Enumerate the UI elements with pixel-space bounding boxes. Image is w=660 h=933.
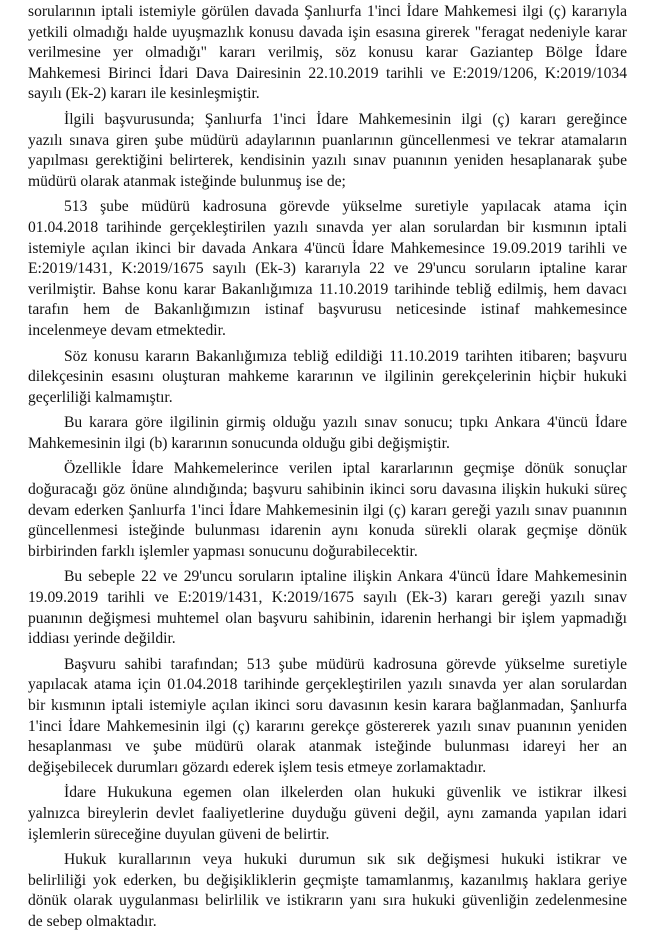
- text-line: yapılacak atama için 01.04.2018 tarihinde gerçekleştirilen yazılı sınavda yer alan sorulardan: [28, 676, 627, 694]
- paragraph: [28, 850, 627, 932]
- paragraph: [28, 783, 627, 845]
- text-line: Başvuru sahibi tarafından; 513 şube müdürü kadrosuna görevde yükselme suretiyle: [64, 655, 627, 673]
- text-line: Söz konusu kararın Bakanlığımıza tebliğ edildiği 11.10.2019 tarihten itibaren; başvuru: [64, 347, 627, 365]
- paragraph: [28, 413, 627, 454]
- text-line: dilekçesinin esasını oluşturan mahkeme kararının ve ilgilinin gerekçelerinin hiçbir hukuki: [28, 368, 627, 386]
- paragraph: [28, 459, 627, 562]
- text-line: de sebep olmaktadır.: [28, 912, 157, 930]
- text-line: yetkili olmadığı halde uyuşmazlık konusu davada işin esasına girerek "feragat nedeniyle karar: [28, 23, 627, 41]
- text-line: müdürü olarak atanmak isteğinde bulunmuş ise de;: [28, 172, 346, 190]
- text-line: Özellikle İdare Mahkemelerince verilen iptal kararlarının geçmişe dönük sonuçlar: [64, 460, 627, 478]
- text-line: Bu sebeple 22 ve 29'uncu soruların iptaline ilişkin Ankara 4'üncü İdare Mahkemesinin: [64, 568, 627, 586]
- text-line: doğuracağı göz önüne alındığında; başvuru sahibinin ikinci soru davasına ilişkin hukuki süreç: [28, 481, 627, 499]
- text-line: Mahkemesi Birinci İdari Dava Dairesinin 22.10.2019 tarihli ve E:2019/1206, K:2019/1034: [28, 64, 627, 82]
- text-line: geçerliliği kalmamıştır.: [28, 388, 173, 406]
- text-line: sayılı (Ek-2) kararı ile kesinleşmiştir.: [28, 85, 260, 103]
- text-line: Hukuk kurallarının veya hukuki durumun sık sık değişmesi hukuki istikrar ve: [64, 851, 627, 869]
- text-line: verilmesine yer olmadığı" kararı verilmiş, söz konusu karar Gaziantep Bölge İdare: [28, 44, 627, 62]
- text-line: istemiyle açılan ikinci bir davada Ankara 4'üncü İdare Mahkemesince 19.09.2019 tarihli ve: [28, 239, 627, 257]
- paragraph: [28, 2, 627, 105]
- paragraph: [28, 110, 627, 192]
- text-line: Bu karara göre ilgilinin girmiş olduğu yazılı sınav sonucu; tıpkı Ankara 4'üncü İdare: [64, 414, 627, 432]
- text-line: Mahkemesinin ilgi (b) kararının sonucunda olduğu gibi değişmiştir.: [28, 434, 450, 452]
- text-line: İlgili başvurusunda; Şanlıurfa 1'inci İdare Mahkemesinin ilgi (ç) kararı gereğince: [64, 110, 627, 128]
- text-line: devam ederken Şanlıurfa 1'inci İdare Mahkemesinin ilgi (ç) kararı gereği yazılı sınav puanının: [28, 501, 627, 519]
- text-line: 19.09.2019 tarihli ve E:2019/1431, K:2019/1675 sayılı (Ek-3) kararı gereği yazılı sınav: [28, 589, 627, 607]
- text-line: birbirinden farklı işlemler yapması sonucunu doğurabilecektir.: [28, 542, 418, 560]
- text-line: yalnızca bireylerin devlet faaliyetlerine duyduğu güveni değil, aynı zamanda yapılan idari: [28, 804, 627, 822]
- text-line: İdare Hukukuna egemen olan ilkelerden olan hukuki güvenlik ve istikrar ilkesi: [64, 784, 627, 802]
- paragraph: [28, 347, 627, 409]
- text-line: incelenmeye devam etmektedir.: [28, 321, 226, 339]
- paragraph: [28, 567, 627, 649]
- text-line: yazılı sınava giren şube müdürü adaylarının puanlarının güncellenmesi ve tekrar atamaların: [28, 131, 627, 149]
- text-line: belirliliği yok ederken, bu değişikliklerin geçmişte tamamlanmış, kazanılmış haklara geriye: [28, 871, 627, 889]
- text-line: tarafın hem de Bakanlığımızın istinaf başvurusu neticesinde istinaf mahkemesince: [28, 301, 627, 319]
- text-line: E:2019/1431, K:2019/1675 sayılı (Ek-3) kararıyla 22 ve 29'uncu soruların iptaline karar: [28, 260, 627, 278]
- text-line: 513 şube müdürü kadrosuna görevde yükselme suretiyle yapılacak atama için: [64, 198, 627, 216]
- text-line: dönük olarak uygulanması belirlilik ve istikrarın yanı sıra hukuki güvenliğin zedelenmesine: [28, 892, 627, 910]
- text-line: yapılması gerektiğini belirterek, kendisinin yazılı sınav puanının yeniden hesaplanarak şube: [28, 152, 627, 170]
- text-line: 1'inci İdare Mahkemesinin ilgi (ç) kararını gerekçe göstererek yazılı sınav puanının yeniden: [28, 717, 627, 735]
- text-line: değişebilecek durumları gözardı ederek işlem tesis etmeye zorlamaktadır.: [28, 758, 487, 776]
- text-line: 01.04.2018 tarihinde gerçekleştirilen yazılı sınavda yer alan sorulardan bir kısmının iptali: [28, 218, 627, 236]
- text-line: hesaplanması ve şube müdürü olarak atanmak isteğinde bulunması idareyi her an: [28, 738, 627, 756]
- text-line: güncellenmesi isteğinde bulunması idarenin aynı konuda sürekli olarak geçmişe dönük: [28, 522, 627, 540]
- text-line: verilmiştir. Bahse konu karar Bakanlığımıza 11.10.2019 tarihinde tebliğ edilmiş, hem davacı: [28, 280, 627, 298]
- text-line: işlemlerin süreceğine duyulan güveni de belirtir.: [28, 825, 330, 843]
- text-line: sorularının iptali istemiyle görülen davada Şanlıurfa 1'inci İdare Mahkemesi ilgi (ç) kararıyla: [28, 3, 627, 20]
- text-line: puanının değişmesi muhtemel olan başvuru sahibinin, idarenin herhangi bir işlem yapmadığı: [28, 609, 627, 627]
- paragraph: [28, 197, 627, 341]
- text-line: bir kısmının iptali istemiyle açılan ikinci soru davasının kesin karara bağlanmadan, Şanlıurfa: [28, 697, 627, 714]
- text-line: iddiası yerinde değildir.: [28, 630, 176, 648]
- paragraph: [28, 655, 627, 779]
